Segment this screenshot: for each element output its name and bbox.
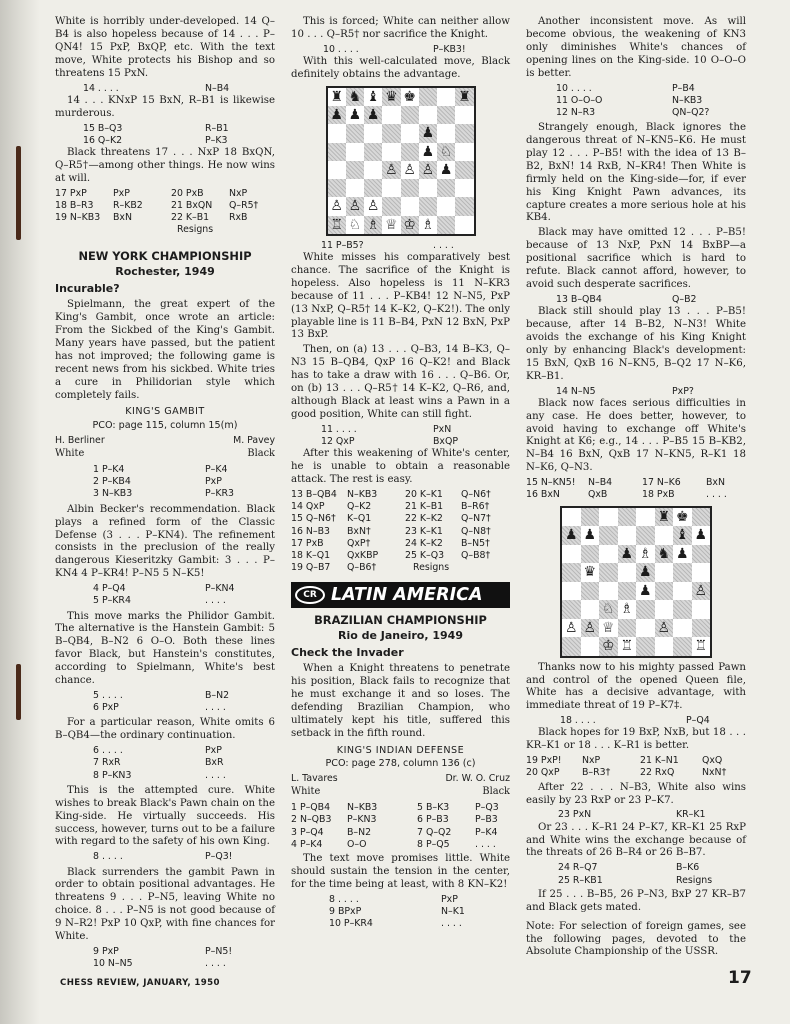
board-square bbox=[419, 124, 437, 142]
column-1 bbox=[55, 16, 275, 970]
board-square bbox=[599, 600, 618, 619]
board-square bbox=[455, 88, 473, 106]
color-labels: White Black bbox=[55, 448, 275, 460]
board-square bbox=[328, 161, 346, 179]
board-square bbox=[673, 508, 692, 527]
paragraph: Strangely enough, Black ignores the dangerous threat of N–KN5–K6. He must play 12 . . . P–B5! with the idea of 13 B–B2, BxN! 14 RxB, N–KR4! Then White is firmly held on the King-side—for, if ever his King Knight Pawn advances, its capture creates a more serious hole at his KB4. bbox=[526, 122, 746, 224]
board-square bbox=[673, 563, 692, 582]
board-square bbox=[562, 637, 581, 656]
chess-diagram-1 bbox=[326, 86, 476, 236]
board-square bbox=[328, 124, 346, 142]
white-king-icon: ♔ bbox=[403, 216, 416, 233]
black-pawn-icon: ♟ bbox=[348, 107, 362, 124]
board-square bbox=[636, 545, 655, 564]
board-square bbox=[673, 600, 692, 619]
board-square bbox=[419, 161, 437, 179]
move-table: 19 PxP! NxP 21 K–N1 QxQ 20 QxP B–R3† 22 RxQ NxN† bbox=[526, 755, 727, 779]
move-line: 11 O–O–O N–KB3 bbox=[556, 94, 703, 106]
board-square bbox=[673, 637, 692, 656]
board-square bbox=[346, 124, 364, 142]
paragraph: White misses his comparatively best chance. The sacrifice of the Knight is hopeless. Also hopeless is 11 N–KR3 because of 11 . . . P–KB4! 12 N–N5, PxP (13 NxP, Q–R5† 14 K–K2, Q–K2!). The only playable line is 11 B–B4, PxN 12 BxN, PxP 13 BxP. bbox=[291, 252, 510, 341]
board-square bbox=[382, 179, 400, 197]
board-square bbox=[692, 545, 711, 564]
binding-thread-bottom bbox=[16, 664, 21, 720]
board-square bbox=[618, 526, 637, 545]
board-square bbox=[437, 124, 455, 142]
board-square bbox=[419, 197, 437, 215]
white-pawn-icon: ♙ bbox=[657, 619, 671, 636]
board-square bbox=[618, 563, 637, 582]
white-knight-icon: ♘ bbox=[348, 216, 362, 233]
move-line: 18 . . . . P–Q4 bbox=[560, 715, 710, 727]
board-square bbox=[618, 637, 637, 656]
board-square bbox=[673, 582, 692, 601]
paragraph: Albin Becker's recommendation. Black plays a refined form of the Classic Defense (3 . . . P–KN4). The refinement consists in the preclusion of the really dangerous Kieseritzky Gambit: 3 . . . P–KN4 4 P–KR4! P–N5 5 N–K5! bbox=[55, 503, 275, 580]
white-queen-icon: ♕ bbox=[385, 216, 398, 233]
board-square bbox=[455, 106, 473, 124]
board-square bbox=[599, 508, 618, 527]
board-square bbox=[382, 197, 400, 215]
black-pawn-icon: ♟ bbox=[638, 564, 652, 581]
color-labels: White Black bbox=[291, 786, 510, 798]
board-square bbox=[364, 216, 382, 234]
board-square bbox=[419, 106, 437, 124]
move-line: 11 P–B5? . . . . bbox=[321, 239, 454, 251]
black-pawn-icon: ♟ bbox=[421, 125, 435, 142]
board-square bbox=[692, 508, 711, 527]
white-pawn-icon: ♙ bbox=[564, 619, 578, 636]
move-line: 11 . . . . PxN bbox=[321, 423, 452, 435]
board-square bbox=[346, 216, 364, 234]
move-line: 14 . . . . N–B4 bbox=[83, 82, 230, 94]
paragraph: Spielmann, the great expert of the King's Gambit, once wrote an article: From the Sickbed of the King's Gambit. Many years have passed, but the patient has not improved; the following game is recent news from his sickbed. White tries a cure in Philidorian style which completely fails. bbox=[55, 299, 275, 401]
paragraph: After this weakening of White's center, he is unable to obtain a reasonable attack. The rest is easy. bbox=[291, 448, 510, 486]
black-pawn-icon: ♟ bbox=[366, 107, 380, 124]
column-2 bbox=[291, 16, 510, 930]
board-square bbox=[618, 582, 637, 601]
black-king-icon: ♚ bbox=[403, 88, 416, 105]
board-square bbox=[618, 545, 637, 564]
board-square bbox=[328, 88, 346, 106]
board-square bbox=[692, 563, 711, 582]
board-square bbox=[328, 216, 346, 234]
white-rook-icon: ♖ bbox=[330, 216, 343, 233]
board-square bbox=[655, 637, 674, 656]
chess-diagram-2 bbox=[560, 506, 712, 658]
move-line: 8 . . . . P–Q3! bbox=[93, 851, 233, 863]
board-square bbox=[419, 216, 437, 234]
column-3 bbox=[526, 16, 746, 961]
white-bishop-icon: ♗ bbox=[366, 216, 380, 233]
board-square bbox=[655, 545, 674, 564]
paragraph: Black threatens 17 . . . NxP 18 BxQN, Q–R5†—among other things. He now wins at will. bbox=[55, 146, 275, 184]
move-line: 15 B–Q3 R–B1 bbox=[83, 122, 229, 134]
board-square bbox=[562, 563, 581, 582]
move-line: 10 . . . . P–KB3! bbox=[323, 43, 466, 55]
opening-name: KING'S INDIAN DEFENSE bbox=[336, 744, 465, 756]
white-rook-icon: ♖ bbox=[694, 638, 708, 655]
white-pawn-icon: ♙ bbox=[421, 161, 435, 178]
board-square bbox=[581, 526, 600, 545]
board-square bbox=[692, 619, 711, 638]
black-rook-icon: ♜ bbox=[657, 508, 671, 525]
board-square bbox=[382, 161, 400, 179]
board-square bbox=[636, 600, 655, 619]
move-line: 9 BPxP N–K1 bbox=[329, 905, 465, 917]
board-square bbox=[364, 124, 382, 142]
black-pawn-icon: ♟ bbox=[675, 545, 689, 562]
move-line: 5 P–KR4 . . . . bbox=[93, 595, 226, 607]
game-heading: Check the Invader bbox=[291, 646, 404, 660]
board-square bbox=[655, 526, 674, 545]
move-line: 12 N–R3 QN–Q2? bbox=[556, 106, 710, 118]
board-square bbox=[401, 179, 419, 197]
move-line: 23 PxN KR–K1 bbox=[558, 809, 706, 821]
paragraph: The text move promises little. White should sustain the tension in the center, for the time being at least, with 8 KN–K2! bbox=[291, 852, 510, 890]
board-square bbox=[346, 197, 364, 215]
black-pawn-icon: ♟ bbox=[439, 161, 453, 178]
board-square bbox=[636, 619, 655, 638]
board-square bbox=[581, 563, 600, 582]
move-line: 9 PxP P–N5! bbox=[93, 945, 233, 957]
black-pawn-icon: ♟ bbox=[620, 545, 634, 562]
paragraph: With this well-calculated move, Black definitely obtains the advantage. bbox=[291, 56, 510, 80]
board-square bbox=[346, 88, 364, 106]
black-pawn-icon: ♟ bbox=[638, 582, 652, 599]
board-square bbox=[636, 563, 655, 582]
move-line: 7 RxR BxR bbox=[93, 757, 224, 769]
players bbox=[55, 435, 275, 448]
board-square bbox=[437, 143, 455, 161]
white-rook-icon: ♖ bbox=[620, 638, 634, 655]
move-line: 6 . . . . PxP bbox=[93, 745, 222, 757]
binding-thread-top bbox=[16, 146, 21, 240]
board-square bbox=[364, 88, 382, 106]
board-square bbox=[419, 88, 437, 106]
board-square bbox=[562, 508, 581, 527]
board-square bbox=[562, 526, 581, 545]
white-bishop-icon: ♗ bbox=[620, 601, 634, 618]
board-square bbox=[455, 143, 473, 161]
paragraph: White is horribly under-developed. 14 Q–B4 is also hopeless because of 14 . . . P–QN4! 15 PxP, BxQP, etc. With the text move, White protects his Bishop and so threatens 15 PxN. bbox=[55, 16, 275, 79]
latin-america-banner: CR LATIN AMERICA bbox=[291, 582, 510, 608]
white-pawn-icon: ♙ bbox=[330, 198, 343, 215]
black-queen-icon: ♛ bbox=[583, 564, 597, 581]
board-square bbox=[599, 563, 618, 582]
board-square bbox=[382, 124, 400, 142]
board-square bbox=[655, 619, 674, 638]
paragraph: This is the attempted cure. White wishes to break Black's Pawn chain on the King-side. He virtually succeeds. His success, however, turns out to be a failure with regard to the safety of his own King. bbox=[55, 784, 275, 848]
move-line: 10 N–N5 . . . . bbox=[93, 958, 226, 970]
white-pawn-icon: ♙ bbox=[348, 198, 362, 215]
white-king-icon: ♔ bbox=[601, 638, 615, 655]
board-square bbox=[692, 582, 711, 601]
board-square bbox=[437, 179, 455, 197]
board-square bbox=[437, 161, 455, 179]
move-line: 8 . . . . PxP bbox=[329, 893, 458, 905]
chess-review-logo-icon: CR bbox=[295, 586, 325, 604]
opening-name: KING'S GAMBIT bbox=[125, 406, 205, 418]
board-square bbox=[401, 197, 419, 215]
white-pawn-icon: ♙ bbox=[583, 619, 597, 636]
paragraph: Thanks now to his mighty passed Pawn and control of the opened Queen file, White has a decisive advantage, with immediate threat of 19 P–K7‡. bbox=[526, 661, 746, 712]
section-subtitle: Rochester, 1949 bbox=[115, 265, 215, 279]
board-square bbox=[636, 526, 655, 545]
board-square bbox=[437, 106, 455, 124]
board-square bbox=[455, 161, 473, 179]
board-square bbox=[562, 582, 581, 601]
board-square bbox=[328, 197, 346, 215]
board-square bbox=[401, 88, 419, 106]
board-square bbox=[346, 106, 364, 124]
board-square bbox=[581, 508, 600, 527]
white-pawn-icon: ♙ bbox=[366, 198, 380, 215]
board-square bbox=[618, 619, 637, 638]
paragraph: This move marks the Philidor Gambit. The alternative is the Hanstein Gambit: 5 B–QB4, B–N2 6 O–O. Both these lines favor Black, but Hanstein's constitutes, according to Spielmann, White's best chance. bbox=[55, 610, 275, 687]
board-square bbox=[455, 216, 473, 234]
board-square bbox=[364, 161, 382, 179]
black-player: Dr. W. O. Cruz bbox=[445, 773, 510, 785]
move-line: 24 R–Q7 B–K6 bbox=[558, 862, 700, 874]
white-pawn-icon: ♙ bbox=[403, 161, 416, 178]
black-bishop-icon: ♝ bbox=[675, 527, 689, 544]
board-square bbox=[401, 143, 419, 161]
board-square bbox=[581, 600, 600, 619]
board-square bbox=[599, 619, 618, 638]
board-square bbox=[581, 619, 600, 638]
move-line: 10 . . . . P–B4 bbox=[556, 82, 695, 94]
board-square bbox=[562, 600, 581, 619]
move-line: 25 R–KB1 Resigns bbox=[558, 874, 713, 886]
board-square bbox=[437, 216, 455, 234]
page-number: 17 bbox=[728, 968, 752, 988]
editor-note: Note: For selection of foreign games, see the following pages, devoted to the Absolute Championship of the USSR. bbox=[526, 920, 746, 958]
move-line: 10 P–KR4 . . . . bbox=[329, 918, 462, 930]
board-square bbox=[618, 600, 637, 619]
board-square bbox=[618, 508, 637, 527]
section-subtitle: Rio de Janeiro, 1949 bbox=[338, 629, 463, 643]
black-king-icon: ♚ bbox=[675, 508, 689, 525]
move-line: 16 Q–K2 P–K3 bbox=[83, 134, 228, 146]
board-square bbox=[692, 526, 711, 545]
move-line: 12 QxP BxQP bbox=[321, 436, 459, 448]
board-square bbox=[692, 600, 711, 619]
board-square bbox=[401, 124, 419, 142]
board-square bbox=[673, 526, 692, 545]
move-line: 3 N–KB3 P–KR3 bbox=[93, 488, 234, 500]
white-bishop-icon: ♗ bbox=[638, 545, 652, 562]
move-line: 14 N–N5 PxP? bbox=[556, 385, 694, 397]
white-player: H. Berliner bbox=[55, 435, 105, 447]
paragraph: If 25 . . . B–B5, 26 P–N3, BxP 27 KR–B7 and Black gets mated. bbox=[526, 888, 746, 913]
paragraph: Another inconsistent move. As will become obvious, the weakening of KN3 only diminishes White's chances of opening lines on the King-side. 10 O–O–O is better. bbox=[526, 16, 746, 79]
paragraph: Then, on (a) 13 . . . Q–B3, 14 B–K3, Q–N3 15 B–QB4, QxP 16 Q–K2! and Black has to take a draw with 16 . . . Q–B6. Or, on (b) 13 . . . Q–R5† 14 K–K2, Q–R6, and, although Black at least wins a Pawn in a good position, White can still fight. bbox=[291, 344, 510, 420]
paragraph: When a Knight threatens to penetrate his position, Black fails to recognize that he must exchange it and so loses. The defending Brazilian Champion, who ultimately kept his title, suffered this setback in the fifth round. bbox=[291, 663, 510, 739]
board-square bbox=[636, 508, 655, 527]
paragraph: Black now faces serious difficulties in any case. He does better, however, to avoid having to exchange off White's Knight at K6; e.g., 14 . . . P–B5 15 B–KB2, N–B4 16 BxN, QxB 17 N–KN5, R–K1 18 N–K6, Q–N3. bbox=[526, 397, 746, 474]
section-title: BRAZILIAN CHAMPIONSHIP bbox=[314, 613, 487, 628]
board-square bbox=[364, 143, 382, 161]
move-table: 17 PxP PxP 20 PxB NxP 18 B–R3 R–KB2 21 BxQN Q–R5† 19 N–KB3 BxN 22 K–B1 RxB Resigns bbox=[55, 187, 259, 236]
board-square bbox=[636, 637, 655, 656]
board-square bbox=[692, 637, 711, 656]
move-table: 15 N–KN5! N–B4 17 N–K6 BxN 16 BxN QxB 18 PxB . . . . bbox=[526, 477, 727, 501]
pco-reference: PCO: page 278, column 136 (c) bbox=[325, 758, 476, 770]
move-table: 13 B–QB4 N–KB3 20 K–K1 Q–N6† 14 QxP Q–K2 21 K–B1 B–R6† 15 Q–N6† K–Q1 22 K–K2 Q–N7† 16 N–B3 BxN† 23 K–K1 Q–N8† 17 PxB QxP† 24 K–K2 B–N5† 18 K–Q1 QxKBP 25 K–Q3 Q–B8† 19 Q–B7 Q–B6† Resigns bbox=[291, 488, 491, 574]
black-pawn-icon: ♟ bbox=[694, 527, 708, 544]
footer-magazine-title: CHESS REVIEW, JANUARY, 1950 bbox=[60, 978, 220, 988]
board-square bbox=[599, 582, 618, 601]
black-pawn-icon: ♟ bbox=[330, 107, 343, 124]
board-square bbox=[673, 619, 692, 638]
board-square bbox=[455, 179, 473, 197]
board-square bbox=[599, 526, 618, 545]
move-line: 8 P–KN3 . . . . bbox=[93, 769, 226, 781]
players bbox=[291, 773, 510, 786]
board-square bbox=[382, 143, 400, 161]
move-line: 1 P–K4 P–K4 bbox=[93, 464, 228, 476]
board-square bbox=[562, 619, 581, 638]
black-knight-icon: ♞ bbox=[348, 88, 362, 105]
board-square bbox=[419, 179, 437, 197]
white-queen-icon: ♕ bbox=[601, 619, 615, 636]
paragraph: For a particular reason, White omits 6 B–QB4—the ordinary continuation. bbox=[55, 717, 275, 742]
white-knight-icon: ♘ bbox=[439, 143, 453, 160]
pco-reference: PCO: page 115, column 15(m) bbox=[92, 420, 238, 432]
board-square bbox=[437, 88, 455, 106]
board-square bbox=[346, 179, 364, 197]
board-square bbox=[455, 124, 473, 142]
game-heading: Incurable? bbox=[55, 282, 120, 296]
board-square bbox=[599, 545, 618, 564]
section-title: NEW YORK CHAMPIONSHIP bbox=[78, 249, 252, 264]
move-table: 1 P–QB4 N–KB3 5 B–K3 P–Q3 2 N–QB3 P–KN3 6 P–B3 P–B3 3 P–Q4 B–N2 7 Q–Q2 P–K4 4 P–K4 O–O 8 P–Q5 . . . . bbox=[291, 802, 499, 850]
board-square bbox=[401, 106, 419, 124]
board-square bbox=[401, 216, 419, 234]
move-line: 5 . . . . B–N2 bbox=[93, 689, 230, 701]
black-pawn-icon: ♟ bbox=[564, 527, 578, 544]
white-pawn-icon: ♙ bbox=[694, 582, 708, 599]
board-square bbox=[655, 582, 674, 601]
board-square bbox=[346, 161, 364, 179]
board-square bbox=[581, 545, 600, 564]
black-knight-icon: ♞ bbox=[657, 545, 671, 562]
paragraph: Or 23 . . . K–R1 24 P–K7, KR–K1 25 RxP and White wins the exchange because of the threats of 26 B–R4 or 26 B–B7. bbox=[526, 821, 746, 859]
white-player: L. Tavares bbox=[291, 773, 338, 785]
move-line: 13 B–QB4 Q–B2 bbox=[556, 293, 697, 305]
black-queen-icon: ♛ bbox=[385, 88, 398, 105]
board-square bbox=[636, 582, 655, 601]
board-square bbox=[581, 637, 600, 656]
paragraph: After 22 . . . N–B3, White also wins easily by 23 RxP or 23 P–K7. bbox=[526, 781, 746, 806]
white-bishop-icon: ♗ bbox=[421, 216, 435, 233]
board-square bbox=[382, 88, 400, 106]
black-pawn-icon: ♟ bbox=[421, 143, 435, 160]
paragraph: Black may have omitted 12 . . . P–B5! because of 13 NxP, PxN 14 BxBP—a positional sacrifice which is hard to refute. Black cannot afford, however, to avoid such desperate sacrifices. bbox=[526, 227, 746, 291]
board-square bbox=[419, 143, 437, 161]
paragraph: Black hopes for 19 BxP, NxB, but 18 . . . KR–K1 or 18 . . . K–R1 is better. bbox=[526, 727, 746, 752]
board-square bbox=[581, 582, 600, 601]
board-square bbox=[382, 216, 400, 234]
board-square bbox=[382, 106, 400, 124]
black-player: M. Pavey bbox=[233, 435, 275, 447]
board-square bbox=[655, 600, 674, 619]
white-pawn-icon: ♙ bbox=[385, 161, 398, 178]
paragraph: Black surrenders the gambit Pawn in order to obtain positional advantages. He threatens 9 . . . P–N5, leaving White no choice. 8 . . . P–N5 is not good because of 9 N–R2! PxP 10 QxP, with fine chances for White. bbox=[55, 866, 275, 943]
board-square bbox=[364, 106, 382, 124]
board-square bbox=[364, 179, 382, 197]
black-pawn-icon: ♟ bbox=[583, 527, 597, 544]
board-square bbox=[655, 563, 674, 582]
board-square bbox=[599, 637, 618, 656]
board-square bbox=[328, 179, 346, 197]
board-square bbox=[401, 161, 419, 179]
board-square bbox=[364, 197, 382, 215]
board-square bbox=[655, 508, 674, 527]
board-square bbox=[437, 197, 455, 215]
black-rook-icon: ♜ bbox=[458, 88, 471, 105]
board-square bbox=[562, 545, 581, 564]
board-square bbox=[328, 143, 346, 161]
board-square bbox=[455, 197, 473, 215]
paragraph: This is forced; White can neither allow 10 . . . Q–R5† nor sacrifice the Knight. bbox=[291, 16, 510, 40]
board-square bbox=[346, 143, 364, 161]
board-square bbox=[328, 106, 346, 124]
move-line: 2 P–KB4 PxP bbox=[93, 476, 222, 488]
board-square bbox=[673, 545, 692, 564]
black-rook-icon: ♜ bbox=[330, 88, 343, 105]
move-line: 6 PxP . . . . bbox=[93, 702, 226, 714]
paragraph: 14 . . . KNxP 15 BxN, R–B1 is likewise murderous. bbox=[55, 94, 275, 119]
paragraph: Black still should play 13 . . . P–B5! because, after 14 B–B2, N–N3! White avoids the exchange of his King Knight only by enhancing Black's development: 15 BxN, QxB 16 N–KN5, B–Q2 17 N–K6, KR–B1. bbox=[526, 306, 746, 382]
black-bishop-icon: ♝ bbox=[366, 88, 380, 105]
white-knight-icon: ♘ bbox=[601, 601, 615, 618]
move-line: 4 P–Q4 P–KN4 bbox=[93, 583, 235, 595]
